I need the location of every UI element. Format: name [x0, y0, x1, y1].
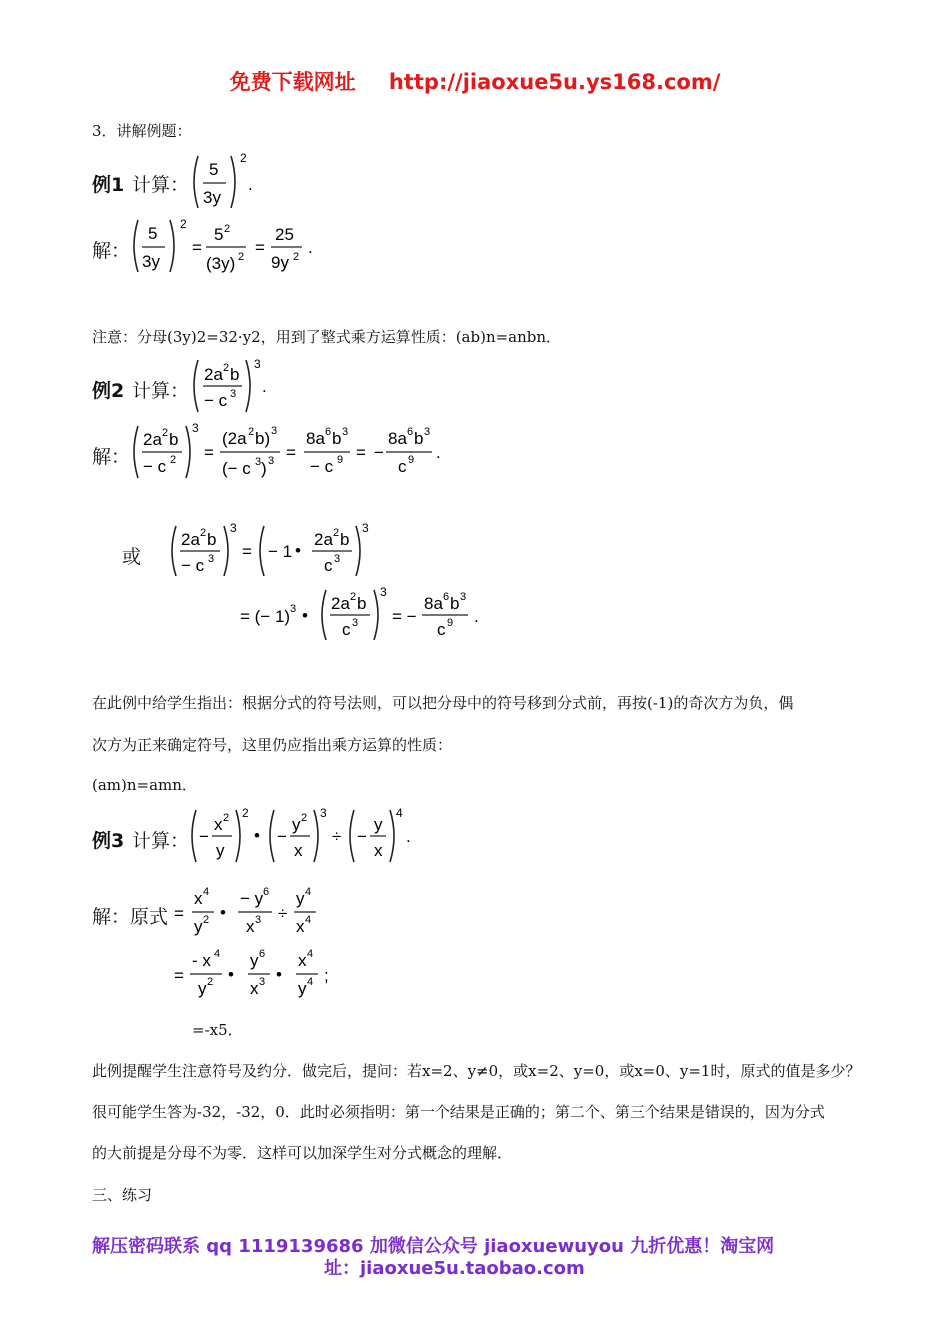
example2-solution-label: 解： — [92, 446, 131, 468]
svg-text:3: 3 — [230, 388, 237, 400]
explanation-line-2: 次方为正来确定符号，这里仍应指出乘方运算的性质： — [92, 736, 453, 754]
svg-text:2: 2 — [180, 217, 187, 231]
svg-text:.: . — [308, 238, 313, 257]
svg-text:.: . — [436, 443, 441, 462]
svg-text:c: c — [398, 457, 407, 476]
svg-text:.: . — [262, 377, 267, 396]
svg-text:•: • — [295, 541, 301, 560]
svg-text:3: 3 — [255, 456, 262, 468]
example3-expression-formula — [188, 806, 448, 866]
example3-solution-line2 — [174, 946, 374, 1006]
header-url-link[interactable]: http://jiaoxue5u.ys168.com/ — [388, 70, 721, 94]
svg-text:2a: 2a — [314, 530, 333, 549]
svg-text:2: 2 — [350, 591, 357, 603]
svg-text:÷: ÷ — [332, 827, 342, 846]
svg-text:3: 3 — [334, 553, 341, 565]
svg-text:b: b — [414, 429, 424, 448]
svg-text:•: • — [220, 903, 226, 922]
svg-text:2: 2 — [200, 527, 207, 539]
example3-task: 计算： — [132, 830, 190, 852]
svg-text:.: . — [474, 607, 479, 626]
svg-text:2: 2 — [242, 806, 249, 820]
example2-expression-formula — [188, 356, 388, 416]
example3-solution-formula-1 — [174, 884, 374, 944]
svg-text:y: y — [374, 815, 383, 834]
svg-text:x: x — [194, 889, 203, 908]
svg-text:3: 3 — [290, 603, 297, 615]
svg-text:•: • — [254, 826, 260, 845]
svg-text:= −: = − — [392, 607, 417, 626]
svg-text:b: b — [357, 594, 367, 613]
svg-text:y: y — [198, 979, 207, 998]
example2-label: 例2 — [92, 380, 125, 402]
svg-text:b: b — [207, 530, 217, 549]
svg-text:2: 2 — [203, 914, 210, 926]
svg-text:− c: − c — [181, 556, 205, 575]
example2-problem — [92, 356, 412, 416]
remark-line-3: 的大前提是分母不为零．这样可以加深学生对分式概念的理解． — [92, 1144, 513, 1162]
svg-text:b: b — [332, 429, 342, 448]
svg-text:x: x — [296, 917, 305, 936]
example3-solution-formula-2 — [174, 946, 364, 1006]
svg-text:=: = — [242, 542, 252, 561]
svg-text:(− c: (− c — [222, 459, 251, 478]
svg-text:b: b — [340, 530, 350, 549]
example2-alternative-line1 — [122, 522, 422, 580]
example3-solution-line1 — [92, 884, 392, 944]
svg-text:= (− 1): = (− 1) — [240, 607, 291, 626]
svg-text:x: x — [246, 917, 255, 936]
svg-text:.: . — [248, 175, 253, 194]
svg-text:9: 9 — [447, 617, 454, 629]
svg-text:x: x — [214, 815, 223, 834]
svg-text:3: 3 — [268, 455, 275, 467]
page-header — [0, 66, 950, 96]
svg-text:y: y — [250, 951, 259, 970]
svg-text:): ) — [261, 459, 267, 478]
footer-line-2[interactable]: 址：jiaoxue5u.taobao.com — [324, 1258, 585, 1279]
svg-text:−: − — [357, 827, 367, 846]
svg-text:3: 3 — [362, 522, 369, 535]
svg-text:4: 4 — [203, 886, 210, 898]
svg-text:3: 3 — [192, 421, 199, 435]
svg-text:3y: 3y — [203, 188, 221, 207]
svg-text:5: 5 — [214, 225, 224, 244]
example2-alt-formula-1 — [168, 522, 418, 580]
svg-text:6: 6 — [407, 426, 414, 438]
footer-line-1: 解压密码联系 qq 1119139686 加微信公众号 jiaoxuewuyou 九折优惠！淘宝网 — [92, 1236, 775, 1257]
svg-text:4: 4 — [307, 976, 314, 988]
svg-text:8a: 8a — [388, 429, 407, 448]
svg-text:4: 4 — [214, 948, 221, 960]
svg-text:9y: 9y — [271, 253, 289, 272]
example1-solution-formula — [130, 214, 360, 280]
svg-text:− c: − c — [143, 457, 167, 476]
svg-text:3: 3 — [271, 425, 278, 437]
example1-label: 例1 — [92, 174, 125, 196]
example3-label: 例3 — [92, 830, 125, 852]
svg-text:.: . — [406, 827, 411, 846]
svg-text:(2a: (2a — [222, 429, 247, 448]
svg-text:2: 2 — [170, 454, 177, 466]
svg-text:6: 6 — [263, 886, 270, 898]
svg-text:x: x — [294, 841, 303, 860]
svg-text:(3y): (3y) — [206, 254, 236, 273]
svg-text:b: b — [230, 365, 240, 384]
svg-text:3: 3 — [460, 591, 467, 603]
svg-text:−: − — [199, 827, 209, 846]
example2-alt-formula-2 — [232, 586, 502, 644]
svg-text:4: 4 — [307, 948, 314, 960]
remark-line-1: 此例提醒学生注意符号及约分．做完后，提问：若x=2、y≠0，或x=2、y=0，或x=0、y=1时，原式的值是多少？ — [92, 1062, 861, 1080]
svg-text:9: 9 — [408, 454, 415, 466]
example2-solution — [92, 420, 492, 486]
svg-text:=: = — [204, 443, 214, 462]
example3-result: =-x5． — [192, 1021, 243, 1039]
svg-text:y: y — [298, 979, 307, 998]
svg-text:x: x — [374, 841, 383, 860]
svg-text:2a: 2a — [143, 430, 162, 449]
svg-text:3y: 3y — [142, 252, 160, 271]
svg-text:4: 4 — [396, 806, 403, 820]
svg-text:3: 3 — [254, 357, 261, 371]
svg-text:c: c — [324, 556, 333, 575]
svg-text:- x: - x — [192, 951, 211, 970]
svg-text:3: 3 — [230, 522, 237, 535]
example1-expression-formula — [188, 150, 358, 214]
svg-text:2: 2 — [293, 251, 300, 263]
svg-text:2: 2 — [301, 812, 308, 824]
note-text: 注意：分母(3y)2=32·y2，用到了整式乘方运算性质：(ab)n=anbn． — [92, 328, 562, 346]
example1-problem — [92, 150, 392, 214]
svg-text:÷: ÷ — [278, 904, 288, 923]
svg-text:2: 2 — [238, 251, 245, 263]
svg-text:3: 3 — [352, 617, 359, 629]
svg-text:6: 6 — [325, 426, 332, 438]
example1-solution — [92, 214, 352, 280]
explanation-line-3: (am)n=amn． — [92, 776, 197, 794]
svg-text:5: 5 — [209, 160, 219, 179]
svg-text:c: c — [437, 620, 446, 639]
svg-text:y: y — [292, 815, 301, 834]
svg-text:c: c — [342, 620, 351, 639]
svg-text:b: b — [450, 594, 460, 613]
svg-text:x: x — [250, 979, 259, 998]
svg-text:6: 6 — [259, 948, 266, 960]
svg-text:=: = — [255, 238, 265, 257]
example3-problem — [92, 806, 452, 866]
svg-text:25: 25 — [275, 225, 294, 244]
svg-text:− 1: − 1 — [268, 542, 293, 561]
svg-text:4: 4 — [305, 914, 312, 926]
svg-text:•: • — [276, 965, 282, 984]
svg-text:=: = — [192, 238, 202, 257]
example2-alternative-line2 — [232, 586, 512, 644]
svg-text:6: 6 — [443, 591, 450, 603]
svg-text:3: 3 — [380, 586, 387, 599]
svg-text:2: 2 — [333, 527, 340, 539]
svg-text:2a: 2a — [204, 365, 223, 384]
svg-text:− y: − y — [240, 889, 264, 908]
example2-alt-label: 或 — [122, 546, 142, 568]
svg-text:2a: 2a — [331, 594, 350, 613]
remark-line-2: 很可能学生答为-32，-32，0．此时必须指明：第一个结果是正确的；第二个、第三个结果是错误的，因为分式 — [92, 1103, 825, 1121]
svg-text:=: = — [286, 443, 296, 462]
example2-solution-formula — [130, 420, 490, 486]
example1-task: 计算： — [132, 174, 190, 196]
svg-text:−: − — [374, 443, 384, 462]
svg-text:•: • — [228, 965, 234, 984]
svg-text:− c: − c — [310, 457, 334, 476]
explanation-line-1: 在此例中给学生指出：根据分式的符号法则，可以把分母中的符号移到分式前，再按(-1)的奇次方为负，偶 — [92, 694, 794, 712]
header-title: 免费下载网址 — [229, 70, 356, 94]
example3-solution-label: 解：原式 — [92, 906, 169, 928]
svg-text:2: 2 — [223, 362, 230, 374]
svg-text:3: 3 — [259, 976, 266, 988]
svg-text:2: 2 — [224, 223, 231, 235]
svg-text:2: 2 — [223, 812, 230, 824]
svg-text:;: ; — [324, 966, 329, 985]
svg-text:2: 2 — [162, 427, 169, 439]
svg-text:=: = — [174, 966, 184, 985]
svg-text:9: 9 — [337, 454, 344, 466]
svg-text:3: 3 — [320, 806, 327, 820]
svg-text:x: x — [298, 951, 307, 970]
svg-text:b: b — [169, 430, 179, 449]
svg-text:8a: 8a — [306, 429, 325, 448]
svg-text:3: 3 — [255, 914, 262, 926]
svg-text:8a: 8a — [424, 594, 443, 613]
svg-text:=: = — [174, 904, 184, 923]
svg-text:− c: − c — [204, 391, 228, 410]
example2-task: 计算： — [132, 380, 190, 402]
svg-text:2: 2 — [207, 976, 214, 988]
svg-text:−: − — [277, 827, 287, 846]
svg-text:y: y — [216, 841, 225, 860]
svg-text:2: 2 — [240, 151, 247, 165]
example1-solution-label: 解： — [92, 240, 131, 262]
svg-text:•: • — [302, 606, 308, 625]
svg-text:b): b) — [255, 429, 271, 448]
svg-text:y: y — [194, 917, 203, 936]
svg-text:3: 3 — [424, 426, 431, 438]
svg-text:y: y — [296, 889, 305, 908]
svg-text:=: = — [356, 443, 366, 462]
svg-text:2: 2 — [248, 426, 255, 438]
svg-text:3: 3 — [342, 426, 349, 438]
svg-text:5: 5 — [148, 224, 158, 243]
svg-text:2a: 2a — [181, 530, 200, 549]
svg-text:3: 3 — [208, 553, 215, 565]
section-3-heading: 三、练习 — [92, 1186, 153, 1204]
svg-text:4: 4 — [305, 886, 312, 898]
section-heading: 3．讲解例题： — [92, 122, 192, 140]
